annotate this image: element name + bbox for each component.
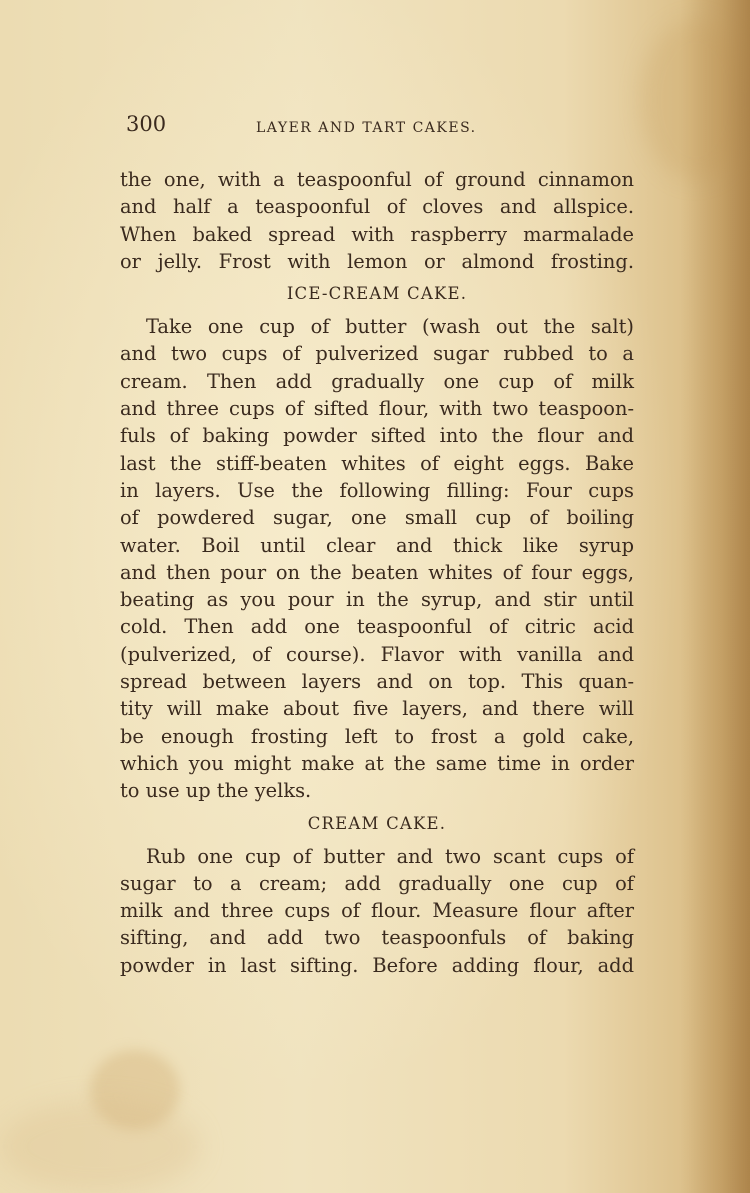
text-line: to use up the yelks. [120,779,312,803]
text-line: and then pour on the beaten whites of four eggs, [120,560,634,584]
page-edge-shadow [680,0,750,1193]
text-line: fuls of baking powder sifted into the flour and [120,424,634,448]
text-line: sifting, and add two teaspoonfuls of baking [120,926,634,950]
text-line: spread between layers and on top. This quan- [120,670,634,694]
recipe-heading-cream-cake: CREAM CAKE. [307,813,447,833]
cream-cake-paragraph [120,843,634,979]
text-line: (pulverized, of course). Flavor with vanilla and [120,642,634,666]
text-line: Take one cup of butter (wash out the salt) [146,315,634,339]
text-line: in layers. Use the following filling: Four cups [120,478,634,502]
text-line: cold. Then add one teaspoonful of citric acid [120,615,634,639]
recipe-heading-ice-cream-cake: ICE-CREAM CAKE. [286,284,468,304]
text-line: When baked spread with raspberry marmalade [120,222,634,246]
text-line: of powdered sugar, one small cup of boiling [120,506,634,530]
text-line: which you might make at the same time in order [120,751,634,775]
paper-stain [90,1050,180,1130]
text-line: water. Boil until clear and thick like syrup [120,533,634,557]
page-body [120,166,634,979]
text-line: and half a teaspoonful of cloves and allspice. [120,195,634,219]
text-line: cream. Then add gradually one cup of milk [120,369,634,393]
intro-paragraph [120,166,634,275]
page-header [126,112,646,146]
text-line: Rub one cup of butter and two scant cups of [146,844,634,868]
text-line: milk and three cups of flour. Measure flour after [120,899,634,923]
running-head: LAYER AND TART CAKES. [256,120,477,136]
text-line: be enough frosting left to frost a gold cake, [120,724,634,748]
text-line: and three cups of sifted flour, with two teaspoon- [120,397,634,421]
text-line: tity will make about five layers, and there will [120,697,634,721]
text-line: sugar to a cream; add gradually one cup of [120,871,634,895]
text-line: or jelly. Frost with lemon or almond frosting. [120,249,634,273]
paper-stain [640,20,750,180]
text-line: beating as you pour in the syrup, and stir until [120,588,634,612]
text-line: last the stiff-beaten whites of eight eggs. Bake [120,451,634,475]
paper-stain [0,1100,200,1193]
text-line: powder in last sifting. Before adding flour, add [120,953,634,977]
text-line: the one, with a teaspoonful of ground cinnamon [120,168,634,191]
ice-cream-cake-paragraph [120,313,634,804]
text-line: and two cups of pulverized sugar rubbed to a [120,342,634,366]
page-number: 300 [126,112,167,136]
